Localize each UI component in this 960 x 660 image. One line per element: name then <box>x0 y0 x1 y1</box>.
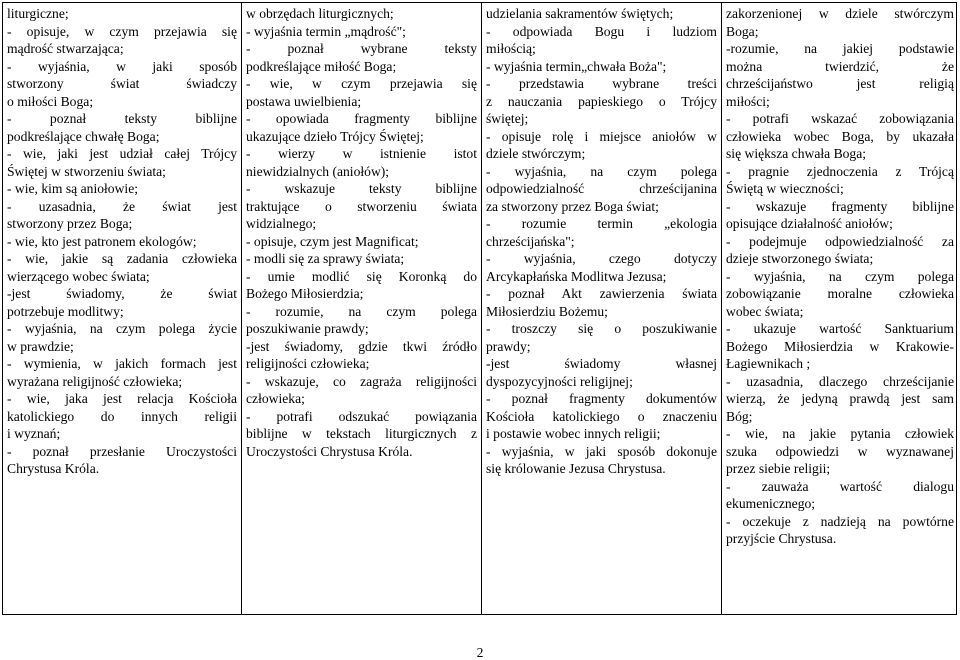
text-line: miłości; <box>726 93 770 109</box>
text-line: chrześcijańska"; <box>486 233 575 249</box>
text-line: liturgiczne; <box>7 6 69 21</box>
text-line: - wymienia, w jakich formach jest <box>7 356 237 371</box>
text-line: mądrość stwarzająca; <box>7 41 124 56</box>
text-line: - wie, kim są aniołowie; <box>7 181 138 196</box>
text-line: - odpowiada Bogu i ludziom <box>486 23 717 39</box>
text-line: - wierzy w istnienie istot <box>246 146 477 161</box>
text-line: - wie, w czym przejawia się <box>246 76 477 91</box>
text-line: - wie, jaki jest udział całej Trójcy <box>7 146 237 161</box>
text-line: -jest świadomy, że świat <box>7 286 237 301</box>
text-line: niewidzialnych (aniołów); <box>246 163 390 179</box>
text-line: Uroczystości Chrystusa Króla. <box>246 443 413 459</box>
text-line: potrzebuje modlitwy; <box>7 303 124 319</box>
text-line: - modli się za sprawy świata; <box>246 251 405 266</box>
text-line: Świętą w wieczności; <box>726 181 844 196</box>
text-line: - podejmuje odpowiedzialność za <box>726 233 954 249</box>
page-number: 2 <box>476 645 484 660</box>
text-line: ukazujące dzieło Trójcy Świętej; <box>246 128 424 144</box>
text-line: poszukiwanie prawdy; <box>246 321 369 336</box>
text-line: - wskazuje teksty biblijne <box>246 181 477 196</box>
text-line: miłością; <box>486 41 536 56</box>
text-line: - uzasadnia, dlaczego chrześcijanie <box>726 373 954 389</box>
table-column-2 <box>242 3 482 614</box>
text-line: - wie, jakie są zadania człowieka <box>7 251 237 266</box>
text-line: traktujące o stworzeniu świata <box>246 198 477 214</box>
text-line: wierzą, że jedyną prawdą jest sam <box>726 391 954 406</box>
text-line: katolickiego do innych religii <box>7 408 237 424</box>
text-line: Boga; <box>726 23 759 39</box>
text-line: - poznał przesłanie Uroczystości <box>7 443 237 459</box>
text-line: -rozumie, na jakiej podstawie <box>726 41 954 56</box>
text-line: chrześcijaństwo jest religią <box>726 76 954 91</box>
text-line: Miłosierdziu Bożemu; <box>486 303 608 319</box>
text-line: - rozumie, na czym polega <box>246 303 477 319</box>
text-line: - wyjaśnia, na czym polega <box>726 268 954 284</box>
text-line: zakorzenionej w dziele stwórczym <box>726 6 954 21</box>
text-line: - potrafi wskazać zobowiązania <box>726 111 954 126</box>
text-line: - troszczy się o poszukiwanie <box>486 321 717 336</box>
text-line: Bożego Miłosierdzia w Krakowie- <box>726 338 954 354</box>
text-line: podkreślające miłość Boga; <box>246 58 397 74</box>
text-line: - poznał fragmenty dokumentów <box>486 391 717 406</box>
text-line: odpowiedzialność chrześcijanina <box>486 181 717 196</box>
text-line: opisujące działalność aniołów; <box>726 216 893 231</box>
text-line: człowieka wobec Boga, by ukazała <box>726 128 954 144</box>
text-line: - wyjaśnia, na czym polega <box>486 163 717 179</box>
text-line: - przedstawia wybrane treści <box>486 76 717 91</box>
text-line: dzieje stworzonego świata; <box>726 251 874 266</box>
text-line: Arcykapłańska Modlitwa Jezusa; <box>486 268 667 284</box>
text-line: - wie, jaka jest relacja Kościoła <box>7 391 237 406</box>
text-line: się większa chwała Boga; <box>726 146 867 161</box>
text-line: - wyjaśnia termin„chwała Boża"; <box>486 58 667 74</box>
text-line: ekumenicznego; <box>726 496 816 511</box>
text-line: - opowiada fragmenty biblijne <box>246 111 477 126</box>
text-line: - uzasadnia, że świat jest <box>7 198 237 214</box>
text-line: w prawdzie; <box>7 338 74 354</box>
text-line: Świętej w stworzeniu świata; <box>7 163 166 179</box>
text-line: - pragnie zjednoczenia z Trójcą <box>726 163 954 179</box>
text-line: - rozumie termin „ekologia <box>486 216 717 231</box>
text-line: - poznał Akt zawierzenia świata <box>486 286 717 301</box>
text-line: religijności człowieka; <box>246 356 370 371</box>
text-line: i wyznań; <box>7 426 61 441</box>
text-line: -jest świadomy własnej <box>486 356 717 371</box>
text-line: - umie modlić się Koronką do <box>246 268 477 284</box>
text-line: - wyjaśnia termin „mądrość"; <box>246 23 406 39</box>
text-line: Bóg; <box>726 408 753 424</box>
text-line: - zauważa wartość dialogu <box>726 478 954 494</box>
text-line: biblijne w tekstach liturgicznych z <box>246 426 477 441</box>
text-line: Bożego Miłosierdzia; <box>246 286 364 301</box>
text-line: o miłości Boga; <box>7 93 94 109</box>
text-line: - oczekuje z nadzieją na powtórne <box>726 513 954 529</box>
text-line: dyspozycyjności religijnej; <box>486 373 633 389</box>
text-line: - wyjaśnia, w jaki sposób <box>7 58 237 74</box>
text-line: - wie, kto jest patronem ekologów; <box>7 233 197 249</box>
text-line: w obrzędach liturgicznych; <box>246 6 394 21</box>
text-line: - wyjaśnia, w jaki sposób dokonuje <box>486 443 717 459</box>
text-line: Kościoła katolickiego o znaczeniu <box>486 408 717 424</box>
text-line: za stworzony przez Boga świat; <box>486 198 659 214</box>
text-line: przyjście Chrystusa. <box>726 531 837 546</box>
table-column-3 <box>482 3 722 614</box>
text-line: wierzącego wobec świata; <box>7 268 150 284</box>
text-line: dziele stwórczym; <box>486 146 586 161</box>
text-line: widzialnego; <box>246 216 317 231</box>
text-line: Łagiewnikach ; <box>726 356 811 371</box>
text-line: szuka odpowiedzi w wyznawanej <box>726 443 954 459</box>
text-line: - potrafi odszukać powiązania <box>246 408 477 424</box>
text-line: udzielania sakramentów świętych; <box>486 6 674 21</box>
table-column-4 <box>722 3 958 614</box>
curriculum-table <box>2 2 957 615</box>
text-line: - wie, na jakie pytania człowiek <box>726 426 954 441</box>
text-line: - poznał teksty biblijne <box>7 111 237 126</box>
text-line: - wskazuje fragmenty biblijne <box>726 198 954 214</box>
text-line: można twierdzić, że <box>726 58 954 74</box>
text-line: - opisuje rolę i miejsce aniołów w <box>486 128 717 144</box>
text-line: - poznał wybrane teksty <box>246 41 477 56</box>
text-line: stworzony świat świadczy <box>7 76 237 91</box>
text-line: - ukazuje wartość Sanktuarium <box>726 321 954 336</box>
text-line: -jest świadomy, gdzie tkwi źródło <box>246 338 477 354</box>
text-line: i postawie wobec innych religii; <box>486 426 661 441</box>
text-line: - opisuje, w czym przejawia się <box>7 23 237 39</box>
text-line: - opisuje, czym jest Magnificat; <box>246 233 419 249</box>
text-line: człowieka; <box>246 391 305 406</box>
text-line: postawa uwielbienia; <box>246 93 362 109</box>
text-line: wyrażana religijność człowieka; <box>7 373 183 389</box>
text-line: wobec świata; <box>726 303 804 319</box>
text-line: prawdy; <box>486 338 531 354</box>
table-column-1 <box>3 3 242 614</box>
text-line: Chrystusa Króla. <box>7 461 100 476</box>
text-line: zobowiązanie moralne człowieka <box>726 286 954 301</box>
text-line: się królowanie Jezusa Chrystusa. <box>486 461 666 476</box>
text-line: - wskazuje, co zagraża religijności <box>246 373 477 389</box>
text-line: świętej; <box>486 111 529 126</box>
text-line: przez siebie religii; <box>726 461 831 476</box>
text-line: podkreślające chwałę Boga; <box>7 128 160 144</box>
text-line: - wyjaśnia, czego dotyczy <box>486 251 717 266</box>
text-line: z nauczania papieskiego o Trójcy <box>486 93 717 109</box>
text-line: - wyjaśnia, na czym polega życie <box>7 321 237 336</box>
text-line: stworzony przez Boga; <box>7 216 133 231</box>
